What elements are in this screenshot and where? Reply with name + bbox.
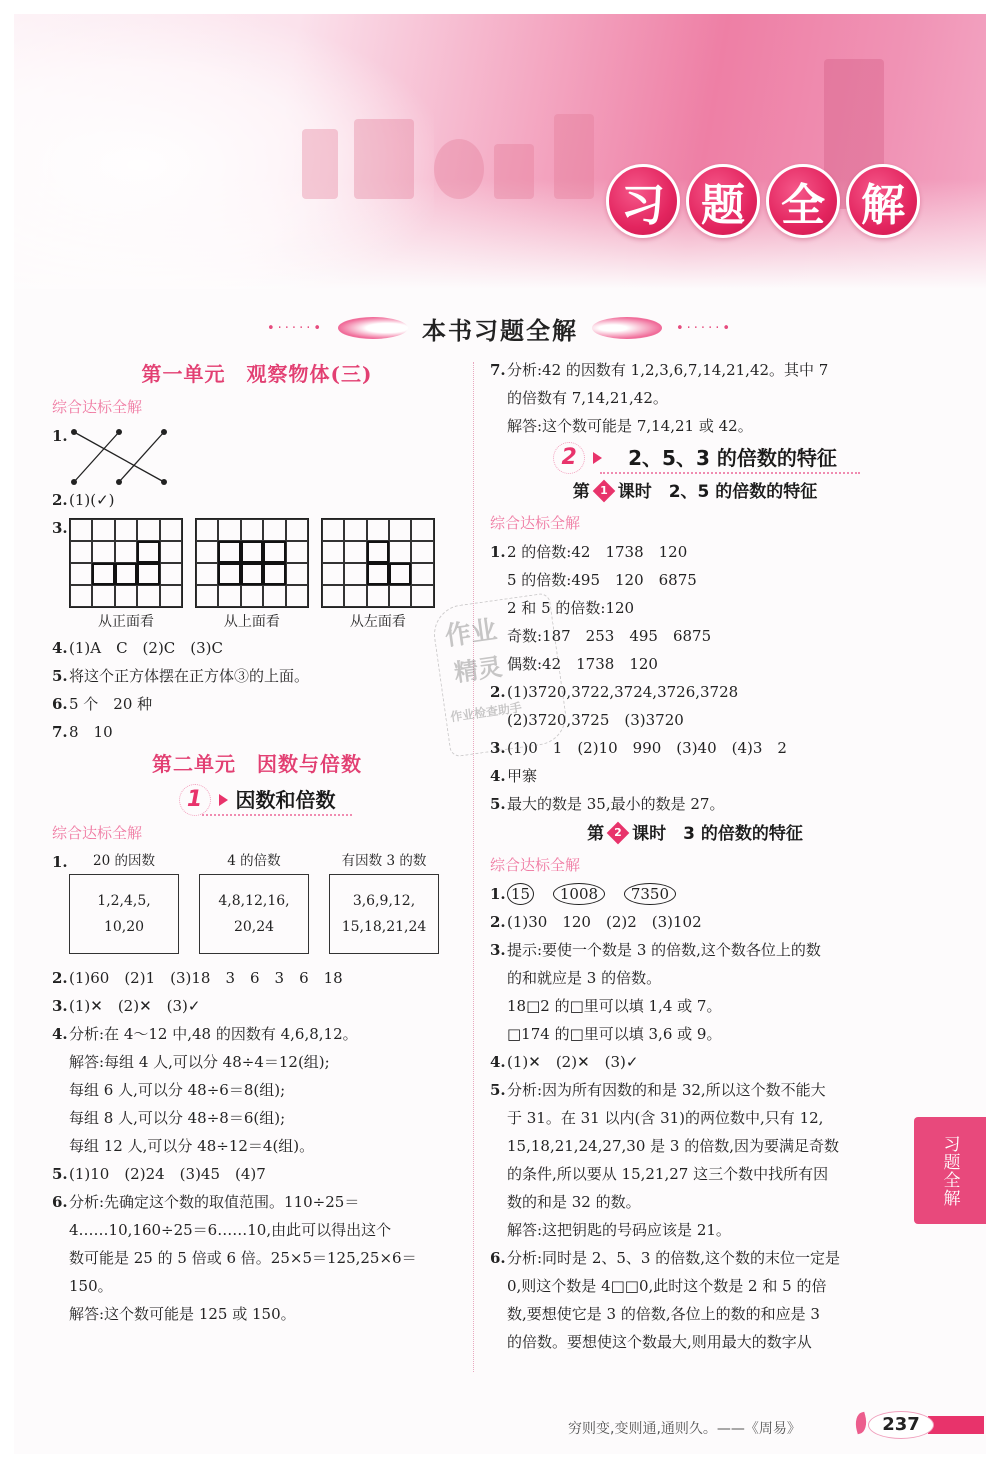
- grid-cell: [322, 519, 344, 541]
- grid-cell: [196, 541, 218, 563]
- factor-boxes: [69, 848, 462, 954]
- lesson-number-badge: 1: [179, 784, 211, 816]
- answer-item: 2. (1)30 120 (2)2 (3)102: [490, 913, 702, 931]
- grid-cell: [137, 563, 159, 585]
- sub-label: 综合达标全解: [52, 824, 143, 842]
- grid-cell: [218, 541, 240, 563]
- sub-label: 综合达标全解: [52, 398, 143, 416]
- grid-cell: [160, 585, 182, 607]
- answer-item: 4. 甲寨: [490, 767, 538, 785]
- answer-item: 1.: [52, 422, 462, 486]
- banner-title-char: 解: [846, 164, 920, 238]
- grid-cell: [218, 563, 240, 585]
- banner-title-char: 习: [606, 164, 680, 238]
- grid-cell: [70, 541, 92, 563]
- grid-cell: [367, 541, 389, 563]
- grid-cell: [389, 541, 411, 563]
- sub-label: 综合达标全解: [490, 514, 581, 532]
- arrow-right-icon: [593, 452, 602, 464]
- side-tab: 习题全解: [914, 1117, 986, 1224]
- grid-cell: [92, 519, 114, 541]
- arrow-right-icon: [219, 794, 228, 806]
- grid-cell: [322, 585, 344, 607]
- grid-cell: [367, 519, 389, 541]
- grid-top-view: 从上面看: [195, 518, 309, 636]
- period-number-badge: 1: [592, 480, 615, 503]
- answer-item: 6. 5 个 20 种: [52, 695, 153, 713]
- swoosh-left-icon: [338, 317, 408, 339]
- answer-item: 5. 最大的数是 35,最小的数是 27。: [490, 795, 725, 813]
- grid-cell: [263, 541, 285, 563]
- lesson-title: 因数和倍数: [235, 788, 336, 812]
- answer-item: 2. (1)(✓): [52, 491, 115, 509]
- period-heading: 第 1 课时 2、5 的倍数的特征: [490, 476, 900, 508]
- answer-item: 4. 分析:在 4～12 中,48 的因数有 4,6,8,12。 解答:每组 4 人,可以分 48÷4＝12(组); 每组 6 人,可以分 48÷6＝8(组); 每组 8 人,可以分 48÷8＝6(组); 每组 12 人,可以分 48÷12＝4(组)。: [52, 1025, 358, 1155]
- grid-cell: [70, 563, 92, 585]
- lesson-heading: [490, 440, 900, 476]
- page-number: 237: [868, 1411, 934, 1439]
- grid-cell: [115, 563, 137, 585]
- grid-cell: [367, 585, 389, 607]
- answer-item: 3. 提示:要使一个数是 3 的倍数,这个数各位上的数 的和就应是 3 的倍数。 18□2 的□里可以填 1,4 或 7。 □174 的□里可以填 3,6 或 9。: [490, 941, 821, 1043]
- grid-cell: [263, 519, 285, 541]
- grid-cell: [367, 563, 389, 585]
- banner-title-char: 全: [766, 164, 840, 238]
- grid-cell: [389, 585, 411, 607]
- answer-item: 2. (1)60 (2)1 (3)18 3 6 3 6 18: [52, 969, 343, 987]
- answer-item: 3. 从正面看 从上面看 从左面看: [52, 514, 462, 634]
- section-header: [240, 308, 760, 348]
- answer-item: 1. 2 的倍数:42 1738 120 5 的倍数:495 120 6875 2 和 5 的倍数:120 奇数:187 253 495 6875 偶数:42 1738 120: [490, 543, 712, 673]
- grid-cell: [218, 585, 240, 607]
- grid-cell: [241, 585, 263, 607]
- view-grids: [69, 514, 462, 636]
- grid-cell: [92, 541, 114, 563]
- grid-cell: [411, 519, 433, 541]
- grid-cell: [344, 519, 366, 541]
- factor-box: 有因数 3 的数 3,6,9,12, 15,18,21,24: [329, 848, 439, 954]
- answer-item: 2. (1)3720,3722,3724,3726,3728 (2)3720,3725 (3)3720: [490, 683, 739, 729]
- grid-cell: [160, 541, 182, 563]
- banner-title: [606, 164, 920, 238]
- circled-number: 1008: [553, 883, 605, 905]
- grid-cell: [322, 541, 344, 563]
- grid-cell: [241, 541, 263, 563]
- answer-item: 5. (1)10 (2)24 (3)45 (4)7: [52, 1165, 266, 1183]
- grid-cell: [115, 541, 137, 563]
- grid-cell: [196, 563, 218, 585]
- grid-cell: [411, 585, 433, 607]
- grid-cell: [241, 563, 263, 585]
- period-heading: 第 2 课时 3 的倍数的特征: [490, 818, 900, 850]
- grid-cell: [92, 563, 114, 585]
- grid-cell: [92, 585, 114, 607]
- page-number-bar: [928, 1416, 984, 1434]
- lab-glassware-image: [302, 129, 338, 199]
- answer-item: 1. 15 1008 7350: [490, 880, 900, 908]
- unit-title: 第二单元 因数与倍数: [152, 752, 362, 776]
- grid-cell: [322, 563, 344, 585]
- grid-cell: [115, 519, 137, 541]
- footer-quote: 穷则变,变则通,通则久。——《周易》: [568, 1421, 801, 1437]
- grid-cell: [241, 519, 263, 541]
- grid-cell: [344, 585, 366, 607]
- circled-number: 15: [507, 883, 534, 905]
- grid-cell: [286, 563, 308, 585]
- grid-cell: [286, 519, 308, 541]
- grid-cell: [218, 519, 240, 541]
- grid-cell: [411, 541, 433, 563]
- answer-item: 4. (1)A C (2)C (3)C: [52, 639, 224, 657]
- grid-cell: [263, 585, 285, 607]
- factor-box: 20 的因数 1,2,4,5, 10,20: [69, 848, 179, 954]
- unit-title: 第一单元 观察物体(三): [141, 362, 373, 386]
- answer-item: 5. 将这个正方体摆在正方体③的上面。: [52, 667, 310, 685]
- grid-cell: [344, 541, 366, 563]
- answer-item: 3. (1)✕ (2)✕ (3)✓: [52, 997, 201, 1015]
- test-tube-rack-image: [354, 119, 414, 199]
- period-number-badge: 2: [607, 822, 630, 845]
- grid-cell: [196, 519, 218, 541]
- grid-cell: [411, 563, 433, 585]
- lesson-heading: [52, 782, 462, 818]
- answer-item: 7. 8 10: [52, 723, 113, 741]
- matching-lines-diagram: [68, 426, 178, 488]
- circled-number: 7350: [624, 883, 676, 905]
- decorative-dots-right: •·····•: [676, 320, 733, 336]
- grid-cell: [70, 585, 92, 607]
- answer-item: 6. 分析:先确定这个数的取值范围。110÷25＝ 4……10,160÷25＝6……10,由此可以得出这个 数可能是 25 的 5 倍或 6 倍。25×5＝125,25×6＝ 150。 解答:这个数可能是 125 或 150。: [52, 1193, 417, 1323]
- answer-item: 4. (1)✕ (2)✕ (3)✓: [490, 1053, 639, 1071]
- grid-cell: [263, 563, 285, 585]
- grid-left-view: 从左面看: [321, 518, 435, 636]
- grid-cell: [286, 541, 308, 563]
- answer-item: 3. (1)0 1 (2)10 990 (3)40 (4)3 2: [490, 739, 787, 757]
- grid-cell: [137, 519, 159, 541]
- left-column: [52, 356, 462, 1328]
- column-divider: [473, 362, 474, 1372]
- grid-cell: [344, 563, 366, 585]
- banner-title-char: 题: [686, 164, 760, 238]
- sub-label: 综合达标全解: [490, 856, 581, 874]
- lesson-title: 2、5、3 的倍数的特征: [628, 446, 837, 470]
- grid-cell: [137, 585, 159, 607]
- grid-cell: [389, 563, 411, 585]
- answer-item: 6. 分析:同时是 2、5、3 的倍数,这个数的末位一定是 0,则这个数是 4□□0,此时这个数是 2 和 5 的倍 数,要想使它是 3 的倍数,各位上的数的和应是 3 的倍数。要想使这个数最大,则用最大的数字从: [490, 1249, 840, 1351]
- right-column: [490, 356, 900, 1356]
- section-title: 本书习题全解: [422, 316, 578, 345]
- flask-image: [434, 139, 484, 199]
- grid-cell: [160, 563, 182, 585]
- grid-cell: [196, 585, 218, 607]
- answer-item: 5. 分析:因为所有因数的和是 32,所以这个数不能大 于 31。在 31 以内(含 31)的两位数中,只有 12, 15,18,21,24,27,30 是 3 的倍数,因为要满足奇数 的条件,所以要从 15,21,27 这三个数中找所有因 数的和是 32 的数。 解答:这把钥匙的号码应该是 21。: [490, 1081, 839, 1239]
- header-banner: [14, 14, 986, 289]
- grid-cell: [115, 585, 137, 607]
- watermark-stamp: 作业 精灵 作业检查助手: [430, 592, 570, 757]
- answer-item: 1. 20 的因数 1,2,4,5, 10,20 4 的倍数 4,8,12,16, 20,24 有因数 3 的数 3,6,9,12, 15,18,21,24: [52, 848, 462, 964]
- answer-item: 7. 分析:42 的因数有 1,2,3,6,7,14,21,42。其中 7 的倍数有 7,14,21,42。 解答:这个数可能是 7,14,21 或 42。: [490, 361, 829, 435]
- grid-cell: [137, 541, 159, 563]
- decorative-dots-left: •·····•: [267, 320, 324, 336]
- grid-front-view: 从正面看: [69, 518, 183, 636]
- lesson-number-badge: 2: [553, 442, 585, 474]
- stand-image: [554, 114, 594, 199]
- beaker-image: [494, 144, 534, 199]
- grid-cell: [389, 519, 411, 541]
- grid-cell: [70, 519, 92, 541]
- grid-cell: [160, 519, 182, 541]
- grid-cell: [286, 585, 308, 607]
- factor-box: 4 的倍数 4,8,12,16, 20,24: [199, 848, 309, 954]
- swoosh-right-icon: [592, 317, 662, 339]
